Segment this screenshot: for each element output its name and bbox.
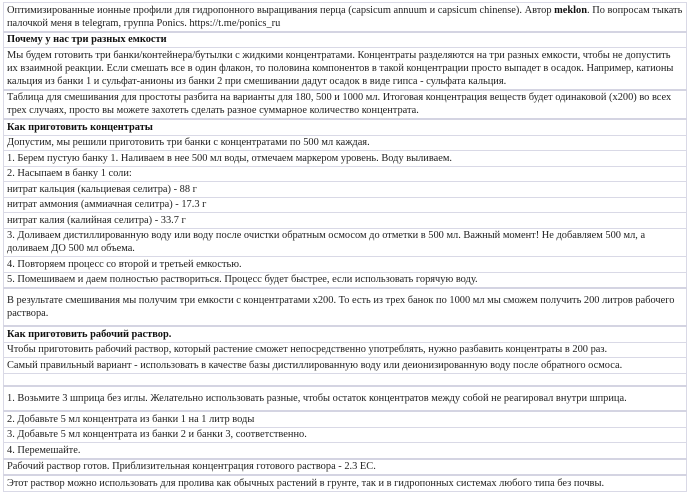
working-solution-ready-row xyxy=(4,459,687,476)
working-step: 2. Добавьте 5 мл концентрата из банки 1 на 1 литр воды xyxy=(4,411,687,427)
concentrate-step-row xyxy=(4,166,687,182)
intro-cell xyxy=(4,3,687,32)
heading-working-solution-row xyxy=(4,326,687,342)
concentrate-step-row xyxy=(4,257,687,273)
concentrates-result-row xyxy=(4,288,687,326)
working-solution-para-row xyxy=(4,358,687,374)
why-three-paragraph-row xyxy=(4,48,687,90)
intro-text-before: Оптимизированные ионные профили для гидропонного выращивания перца (capsicum annuum и capsicum chinense). Автор xyxy=(7,4,555,16)
working-solution-ready: Рабочий раствор готов. Приблизительная концентрация готового раствора - 2.3 EC. xyxy=(4,459,687,476)
heading-why-three-row xyxy=(4,32,687,48)
heading-why-three: Почему у нас три разных емкости xyxy=(4,32,687,48)
intro-text-after: . По вопросам тыкать палочкой меня в telegram, группа Ponics. https://t.me/ponics_ru xyxy=(7,4,683,29)
salt-item: нитрат аммония (аммиачная селитра) - 17.3 г xyxy=(4,197,687,213)
heading-concentrates: Как приготовить концентраты xyxy=(4,119,687,135)
working-step-row xyxy=(4,443,687,459)
concentrate-step-row xyxy=(4,272,687,288)
working-step: 3. Добавьте 5 мл концентрата из банки 2 и банки 3, соответственно. xyxy=(4,427,687,443)
salt-item-row xyxy=(4,197,687,213)
heading-concentrates-row xyxy=(4,119,687,135)
working-solution-para1: Чтобы приготовить рабочий раствор, который растение сможет непосредственно употреблять, нужно разбавить концентраты в 200 раз. xyxy=(4,342,687,358)
working-step-row xyxy=(4,386,687,411)
working-solution-para2: Самый правильный вариант - использовать в качестве базы дистиллированную воду или деионизированную воду после обратного осмоса. xyxy=(4,358,687,374)
empty-cell xyxy=(4,373,687,386)
table-note-row xyxy=(4,90,687,120)
concentrates-intro-row xyxy=(4,135,687,151)
intro-row xyxy=(4,3,687,32)
concentrate-step-row xyxy=(4,228,687,257)
document-table xyxy=(3,2,687,492)
why-three-paragraph: Мы будем готовить три банки/контейнера/бутылки с жидкими концентратами. Концентраты разделяются на три разных емкости, чтобы не допустить их взаимной реакции. Если смешать все в один флакон, то половина компонентов в такой концентрации просто выпадет в осадок. Например, катионы кальция из банки 1 и сульфат-анионы из банки 2 при смешивании дадут осадок в виде гипса - сульфата кальция. xyxy=(4,48,687,90)
working-step: 4. Перемешайте. xyxy=(4,443,687,459)
concentrate-step: 4. Повторяем процесс со второй и третьей емкостью. xyxy=(4,257,687,273)
author-name: meklon xyxy=(554,4,588,16)
working-step-row xyxy=(4,411,687,427)
concentrates-result: В результате смешивания мы получим три емкости с концентратами x200. То есть из трех банок по 1000 мл мы сможем получить 200 литров рабочего раствора. xyxy=(4,288,687,326)
salt-item-row xyxy=(4,213,687,229)
working-step: 1. Возьмите 3 шприца без иглы. Желательно использовать разные, чтобы остаток концентратов между собой не реагировал внутри шприца. xyxy=(4,386,687,411)
concentrate-step-row xyxy=(4,151,687,167)
concentrates-intro: Допустим, мы решили приготовить три банки с концентратами по 500 мл каждая. xyxy=(4,135,687,151)
concentrate-step: 2. Насыпаем в банку 1 соли: xyxy=(4,166,687,182)
empty-row xyxy=(4,373,687,386)
concentrate-step: 3. Доливаем дистиллированную воду или воду после очистки обратным осмосом до отметки в 500 мл. Важный момент! Не добавляем 500 мл, а доливаем ДО 500 мл объема. xyxy=(4,228,687,257)
working-solution-usage-row xyxy=(4,475,687,491)
salt-item: нитрат кальция (кальциевая селитра) - 88 г xyxy=(4,182,687,198)
working-step-row xyxy=(4,427,687,443)
working-solution-usage: Этот раствор можно использовать для пролива как обычных растений в грунте, так и в гидропонных системах любого типа без почвы. xyxy=(4,475,687,491)
salt-item: нитрат калия (калийная селитра) - 33.7 г xyxy=(4,213,687,229)
heading-working-solution: Как приготовить рабочий раствор. xyxy=(4,326,687,342)
concentrate-step: 1. Берем пустую банку 1. Наливаем в нее 500 мл воды, отмечаем маркером уровень. Воду выливаем. xyxy=(4,151,687,167)
table-note: Таблица для смешивания для простоты разбита на варианты для 180, 500 и 1000 мл. Итоговая концентрация веществ будет одинаковой (x200) во всех трех случаях, просто вы можете захотеть сделать разное суммарное количество концентрата. xyxy=(4,90,687,120)
concentrate-step: 5. Помешиваем и даем полностью раствориться. Процесс будет быстрее, если использовать горячую воду. xyxy=(4,272,687,288)
salt-item-row xyxy=(4,182,687,198)
working-solution-para-row xyxy=(4,342,687,358)
